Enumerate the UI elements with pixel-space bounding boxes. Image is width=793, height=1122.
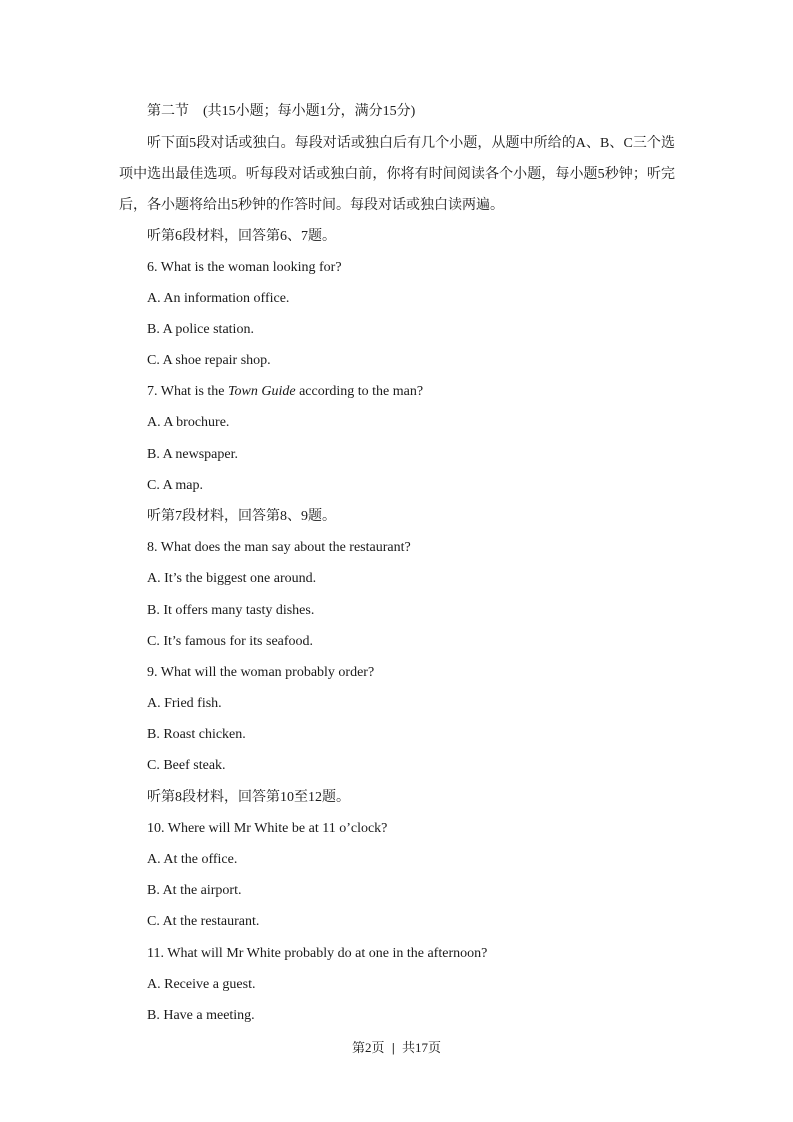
group-header-6: 听第6段材料，回答第6、7题。 (147, 229, 336, 244)
question-7-option-b: B. A newspaper. (147, 447, 238, 462)
page-number: 第2页 (352, 1040, 385, 1055)
question-10-option-c: C. At the restaurant. (147, 914, 260, 929)
question-8-option-b: B. It offers many tasty dishes. (147, 603, 315, 618)
question-6-option-b: B. A police station. (147, 322, 254, 337)
question-9-option-c: C. Beef steak. (147, 758, 226, 773)
question-6-stem: 6. What is the woman looking for? (147, 260, 342, 275)
section-heading: 第二节 (共15小题；每小题1分，满分15分) (147, 104, 416, 119)
question-9-option-b: B. Roast chicken. (147, 727, 246, 742)
footer-separator: | (391, 1040, 395, 1055)
question-11-option-a: A. Receive a guest. (147, 977, 256, 992)
question-11-stem: 11. What will Mr White probably do at one in the afternoon? (147, 946, 488, 961)
question-6-option-a: A. An information office. (147, 291, 290, 306)
question-9-stem: 9. What will the woman probably order? (147, 665, 375, 680)
question-7-stem (147, 383, 423, 401)
question-9-option-a: A. Fried fish. (147, 696, 222, 711)
question-8-stem: 8. What does the man say about the restaurant? (147, 540, 411, 555)
question-10-option-a: A. At the office. (147, 852, 238, 867)
page-footer (0, 1040, 793, 1056)
question-10-stem: 10. Where will Mr White be at 11 o’clock? (147, 821, 388, 836)
question-8-option-c: C. It’s famous for its seafood. (147, 634, 314, 649)
question-7-stem-suffix: according to the man? (295, 384, 424, 399)
question-7-stem-prefix: 7. What is the (147, 384, 229, 399)
question-10-option-b: B. At the airport. (147, 883, 242, 898)
question-6-option-c: C. A shoe repair shop. (147, 353, 271, 368)
group-header-7: 听第7段材料，回答第8、9题。 (147, 509, 336, 524)
group-header-8: 听第8段材料，回答第10至12题。 (147, 790, 350, 805)
question-11-option-b: B. Have a meeting. (147, 1008, 255, 1023)
page-total: 共17页 (401, 1040, 441, 1055)
instructions-paragraph: 听下面5段对话或独白。每段对话或独白后有几个小题，从题中所给的A、B、C三个选项中选出最佳选项。听每段对话或独白前，你将有时间阅读各个小题，每小题5秒钟；听完后，各小题将给出5秒钟的作答时间。每段对话或独白读两遍。 (119, 136, 675, 213)
question-7-stem-title: Town Guide (228, 384, 296, 399)
question-8-option-a: A. It’s the biggest one around. (147, 571, 317, 586)
question-7-option-a: A. A brochure. (147, 415, 230, 430)
question-7-option-c: C. A map. (147, 478, 204, 493)
